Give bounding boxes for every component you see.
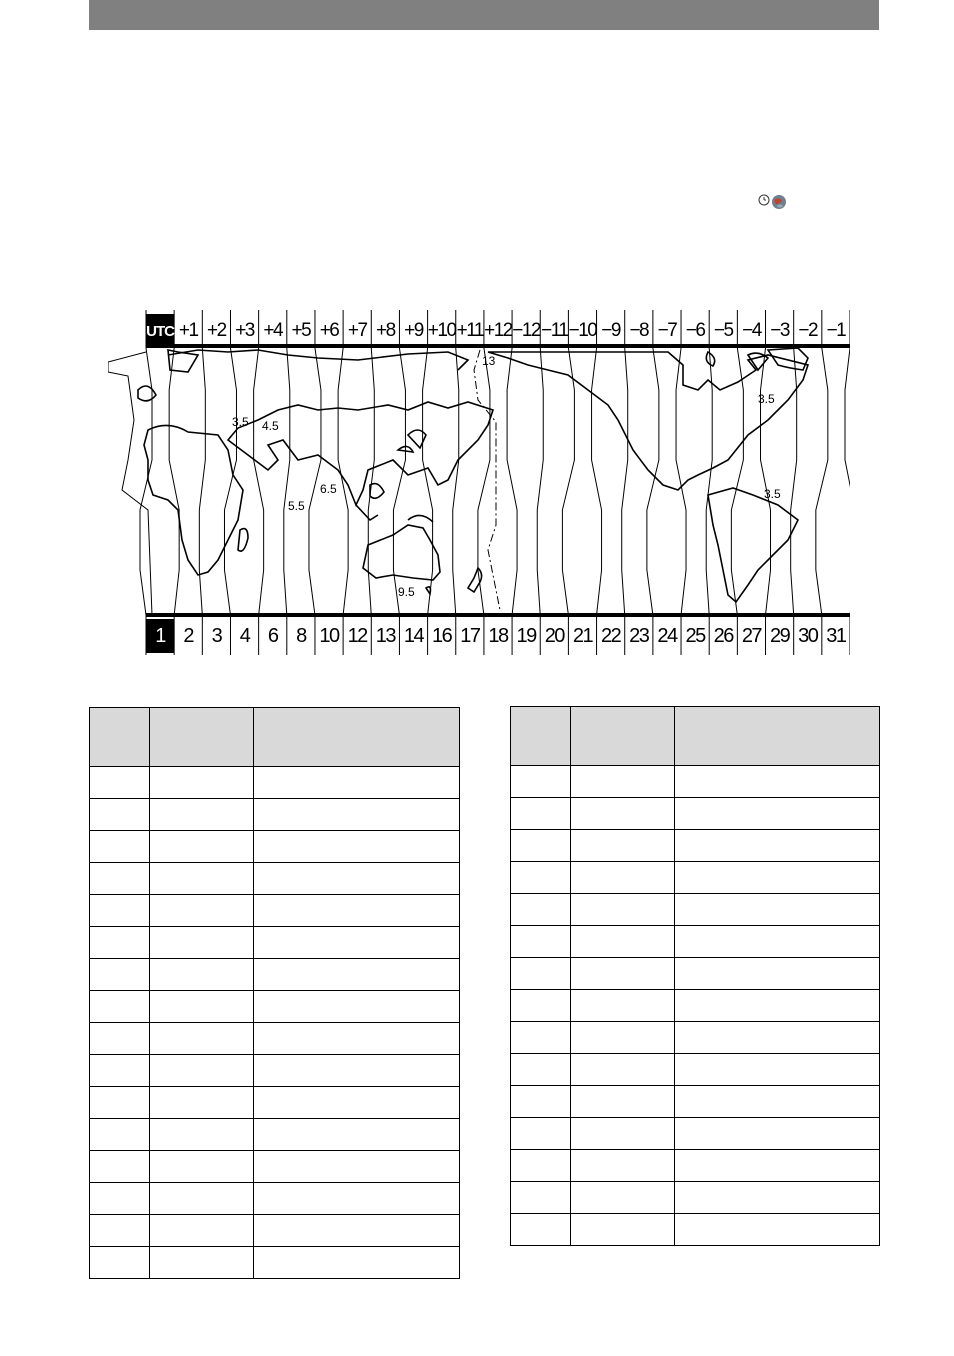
table-cell xyxy=(90,831,150,863)
zone-number-label: 22 xyxy=(601,624,621,647)
table-cell xyxy=(254,991,460,1023)
map-label-afghanistan: 4.5 xyxy=(262,419,279,433)
table-cell xyxy=(675,1086,880,1118)
zone-number-label: 14 xyxy=(403,624,424,647)
zone-number-label: 6 xyxy=(267,624,278,647)
table-header-row xyxy=(511,707,880,766)
table-cell xyxy=(675,1054,880,1086)
table-header-row xyxy=(90,708,460,767)
table-cell xyxy=(90,1183,150,1215)
table-cell xyxy=(150,1055,254,1087)
table-cell xyxy=(511,894,571,926)
utc-offset-label: −12 xyxy=(512,320,541,341)
table-row xyxy=(511,1054,880,1086)
zone-number-label: 19 xyxy=(516,624,536,647)
world-map-outline xyxy=(108,310,850,655)
utc-offset-label: +11 xyxy=(456,320,483,341)
map-label-india: 5.5 xyxy=(288,499,305,513)
zone-boundary-line xyxy=(731,310,743,655)
table-cell xyxy=(254,831,460,863)
utc-offset-label: +10 xyxy=(427,320,456,341)
table-cell xyxy=(90,1055,150,1087)
table-cell xyxy=(90,1247,150,1279)
table-cell xyxy=(511,1118,571,1150)
time-zone-map xyxy=(108,310,850,655)
zone-boundary-line xyxy=(224,310,236,655)
table-cell xyxy=(571,766,675,798)
utc-offset-label: −8 xyxy=(629,320,649,341)
table-row xyxy=(90,831,460,863)
zone-boundary-line xyxy=(254,310,264,655)
zone-boundary-line xyxy=(284,310,290,655)
clock-globe-icon xyxy=(755,192,787,212)
utc-offset-label: −5 xyxy=(713,320,733,341)
zone-boundary-line xyxy=(169,310,179,655)
table-row xyxy=(511,1150,880,1182)
utc-label: UTC xyxy=(146,314,174,348)
zone-number-label: 10 xyxy=(319,624,339,647)
utc-offset-label: +8 xyxy=(376,320,395,341)
table-row xyxy=(511,1086,880,1118)
table-cell xyxy=(150,1119,254,1151)
table-row xyxy=(90,1151,460,1183)
table-cell xyxy=(511,990,571,1022)
zone-boundary-line xyxy=(562,310,574,655)
table-cell xyxy=(675,1214,880,1246)
table-row xyxy=(511,958,880,990)
table-cell xyxy=(90,1151,150,1183)
zone-number-label: 20 xyxy=(544,624,564,647)
zone-boundary-line xyxy=(140,310,152,655)
table-row xyxy=(90,799,460,831)
zone-number-label: 17 xyxy=(460,624,480,647)
map-label-central-australia: 9.5 xyxy=(398,585,415,599)
utc-offset-label: +6 xyxy=(319,320,339,341)
utc-offset-label: −7 xyxy=(657,320,677,341)
table-cell xyxy=(254,767,460,799)
table-cell xyxy=(90,1215,150,1247)
table-row xyxy=(90,767,460,799)
zone-number-label: 31 xyxy=(826,624,846,647)
table-cell xyxy=(90,927,150,959)
zone-boundary-line xyxy=(199,310,205,655)
zone-number-label: 4 xyxy=(239,624,250,647)
table-cell xyxy=(254,863,460,895)
table-row xyxy=(511,926,880,958)
table-cell xyxy=(150,927,254,959)
table-cell xyxy=(571,798,675,830)
time-zone-table-left xyxy=(89,707,460,1279)
zone-number-label: 2 xyxy=(183,624,194,647)
table-cell xyxy=(254,1151,460,1183)
table-cell xyxy=(675,990,880,1022)
utc-offset-label: −6 xyxy=(685,320,705,341)
table-cell xyxy=(675,798,880,830)
zone-boundary-line xyxy=(507,310,517,655)
table-cell xyxy=(150,1151,254,1183)
table-cell xyxy=(511,830,571,862)
table-cell xyxy=(571,862,675,894)
table-row xyxy=(90,1087,460,1119)
table-cell xyxy=(90,1087,150,1119)
table-row xyxy=(90,1215,460,1247)
map-label-newfoundland: 3.5 xyxy=(758,392,775,406)
table-header-cell xyxy=(150,708,254,767)
table-cell xyxy=(90,895,150,927)
table-cell xyxy=(571,1054,675,1086)
utc-offset-label: −10 xyxy=(568,320,597,341)
table-row xyxy=(511,1118,880,1150)
utc-offset-label: +9 xyxy=(404,320,423,341)
table-cell xyxy=(150,895,254,927)
table-cell xyxy=(150,1087,254,1119)
table-cell xyxy=(254,1215,460,1247)
table-cell xyxy=(150,1183,254,1215)
utc-offset-label: −11 xyxy=(541,320,568,341)
table-row xyxy=(90,1183,460,1215)
table-cell xyxy=(254,927,460,959)
table-cell xyxy=(150,1215,254,1247)
utc-offset-label: +4 xyxy=(263,320,283,341)
utc-offset-label: +1 xyxy=(178,320,198,341)
table-cell xyxy=(254,1087,460,1119)
zone-number-label: 23 xyxy=(629,624,649,647)
table-cell xyxy=(254,895,460,927)
table-cell xyxy=(571,1086,675,1118)
table-cell xyxy=(571,1182,675,1214)
zone-number-label: 8 xyxy=(296,624,306,647)
table-cell xyxy=(90,959,150,991)
utc-offset-label: −1 xyxy=(826,320,846,341)
table-cell xyxy=(90,1119,150,1151)
table-cell xyxy=(511,958,571,990)
time-zone-table-right xyxy=(510,706,880,1246)
table-cell xyxy=(150,959,254,991)
table-row xyxy=(90,959,460,991)
zone-boundary-line xyxy=(845,310,850,655)
table-row xyxy=(511,990,880,1022)
table-cell xyxy=(511,862,571,894)
table-row xyxy=(90,1055,460,1087)
table-cell xyxy=(571,926,675,958)
table-header-cell xyxy=(90,708,150,767)
table-cell xyxy=(254,1119,460,1151)
table-cell xyxy=(511,1182,571,1214)
table-cell xyxy=(675,1182,880,1214)
table-cell xyxy=(571,1214,675,1246)
zone-number-label: 24 xyxy=(657,624,677,647)
table-header-cell xyxy=(511,707,571,766)
utc-offset-label: −9 xyxy=(601,320,620,341)
table-cell xyxy=(675,1150,880,1182)
table-cell xyxy=(254,799,460,831)
utc-offset-label: +12 xyxy=(484,320,512,341)
zone-number-label: 27 xyxy=(741,624,762,647)
zone-number-label: 26 xyxy=(713,624,733,647)
table-cell xyxy=(511,1054,571,1086)
zone-number-label: 1 xyxy=(146,619,174,653)
table-cell xyxy=(511,1086,571,1118)
zone-boundary-line xyxy=(423,310,433,655)
table-row xyxy=(511,766,880,798)
table-row xyxy=(511,1022,880,1054)
table-row xyxy=(90,863,460,895)
zone-boundary-line xyxy=(816,310,828,655)
table-row xyxy=(90,1247,460,1279)
table-cell xyxy=(571,1150,675,1182)
utc-offset-label: +3 xyxy=(235,320,254,341)
table-cell xyxy=(90,767,150,799)
zone-number-label: 18 xyxy=(488,624,508,647)
table-cell xyxy=(675,766,880,798)
table-row xyxy=(90,991,460,1023)
zone-boundary-line xyxy=(368,310,374,655)
table-header-cell xyxy=(675,707,880,766)
utc-offset-label: −4 xyxy=(742,320,761,341)
table-cell xyxy=(511,926,571,958)
table-cell xyxy=(571,1022,675,1054)
zone-boundary-line xyxy=(647,310,659,655)
zone-number-label: 21 xyxy=(572,624,593,647)
table-row xyxy=(511,894,880,926)
header-bar xyxy=(89,0,879,30)
table-cell xyxy=(150,1247,254,1279)
table-cell xyxy=(571,1118,675,1150)
table-row xyxy=(90,927,460,959)
zone-number-label: 30 xyxy=(798,624,818,647)
table-cell xyxy=(150,863,254,895)
map-label-south-america: 3.5 xyxy=(764,487,781,501)
zone-boundary-line xyxy=(393,310,405,655)
table-cell xyxy=(254,1247,460,1279)
table-row xyxy=(511,830,880,862)
table-cell xyxy=(675,926,880,958)
table-header-cell xyxy=(571,707,675,766)
table-cell xyxy=(150,831,254,863)
table-cell xyxy=(571,894,675,926)
table-cell xyxy=(90,991,150,1023)
zone-number-row xyxy=(146,619,850,653)
table-cell xyxy=(675,958,880,990)
table-cell xyxy=(511,798,571,830)
utc-offset-label: −3 xyxy=(770,320,789,341)
table-cell xyxy=(675,830,880,862)
table-row xyxy=(511,862,880,894)
zone-boundary-line xyxy=(537,310,543,655)
table-row xyxy=(511,1214,880,1246)
table-cell xyxy=(150,767,254,799)
table-cell xyxy=(675,1022,880,1054)
table-row xyxy=(511,798,880,830)
zone-boundary-line xyxy=(453,310,459,655)
table-cell xyxy=(571,958,675,990)
zone-number-label: 13 xyxy=(375,624,395,647)
table-cell xyxy=(675,1118,880,1150)
table-cell xyxy=(571,990,675,1022)
table-cell xyxy=(90,1023,150,1055)
zone-number-label: 29 xyxy=(769,624,790,647)
map-label-myanmar: 6.5 xyxy=(320,482,337,496)
table-row xyxy=(511,1182,880,1214)
table-cell xyxy=(511,766,571,798)
utc-offset-label: +7 xyxy=(347,320,367,341)
zone-number-label: 12 xyxy=(347,624,367,647)
map-label-iran: 3.5 xyxy=(232,415,249,429)
map-label-tonga: 13 xyxy=(482,354,496,368)
table-cell xyxy=(90,799,150,831)
utc-offset-label: −2 xyxy=(798,320,818,341)
table-cell xyxy=(254,1183,460,1215)
table-cell xyxy=(675,862,880,894)
table-cell xyxy=(511,1022,571,1054)
table-cell xyxy=(90,863,150,895)
utc-offset-label: +2 xyxy=(207,320,226,341)
table-cell xyxy=(571,830,675,862)
table-cell xyxy=(150,1023,254,1055)
zone-number-label: 25 xyxy=(685,624,705,647)
table-cell xyxy=(254,1055,460,1087)
zone-number-label: 3 xyxy=(211,624,222,647)
table-header-cell xyxy=(254,708,460,767)
zone-boundary-line xyxy=(592,310,602,655)
zone-boundary-line xyxy=(622,310,628,655)
table-row xyxy=(90,1023,460,1055)
utc-offset-label: +5 xyxy=(291,320,311,341)
table-row xyxy=(90,895,460,927)
table-cell xyxy=(675,894,880,926)
table-cell xyxy=(254,959,460,991)
table-row xyxy=(90,1119,460,1151)
table-cell xyxy=(150,799,254,831)
utc-offset-row xyxy=(146,314,850,348)
table-cell xyxy=(511,1214,571,1246)
zone-number-label: 16 xyxy=(432,624,452,647)
table-cell xyxy=(511,1150,571,1182)
table-cell xyxy=(150,991,254,1023)
table-cell xyxy=(254,1023,460,1055)
